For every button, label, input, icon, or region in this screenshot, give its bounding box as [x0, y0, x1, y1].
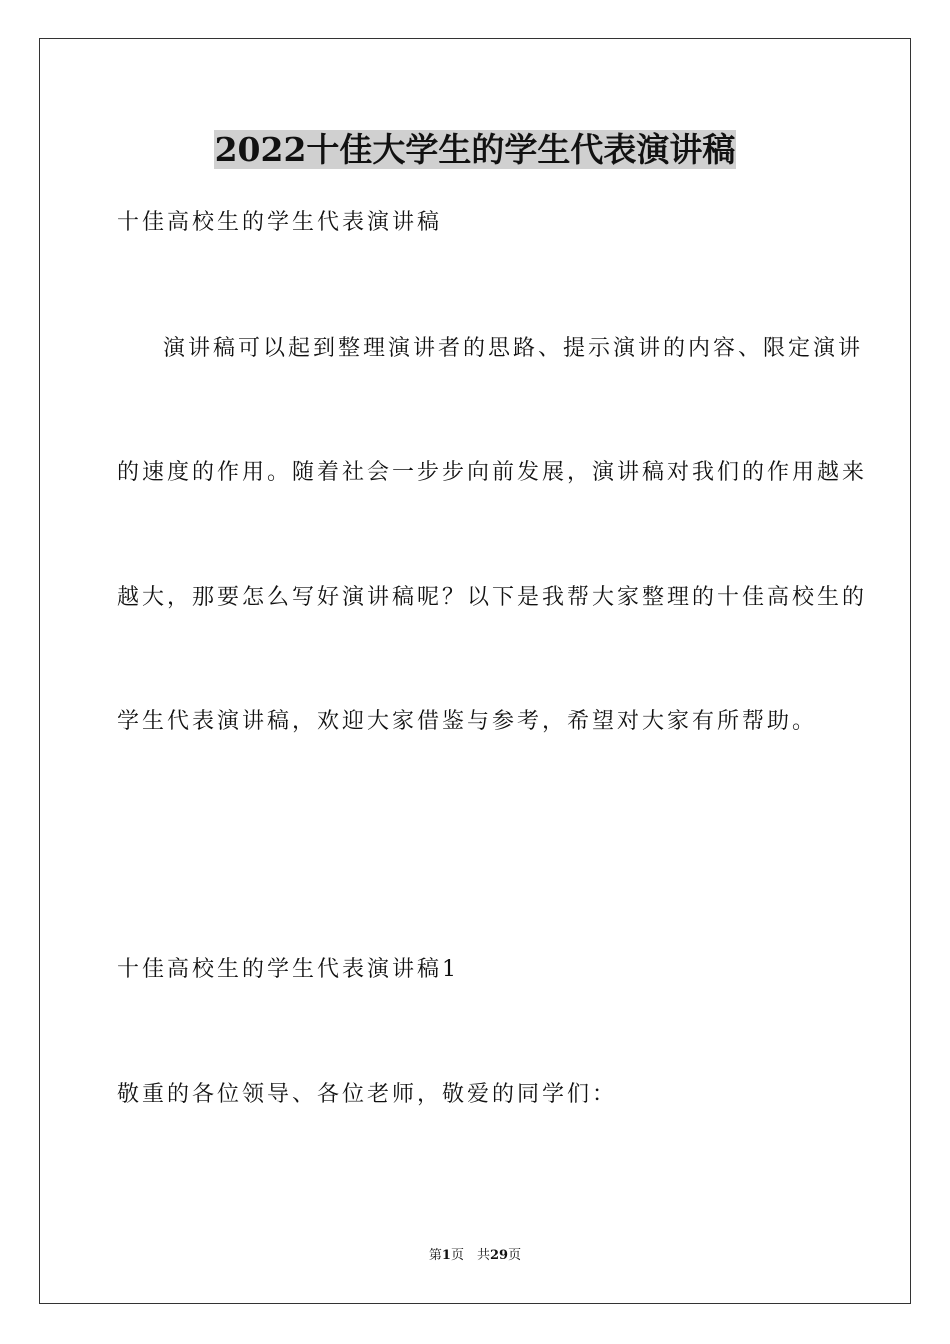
footer-page-total: 29	[489, 1248, 509, 1263]
document-title	[0, 126, 950, 174]
paragraph-line-4: 学生代表演讲稿，欢迎大家借鉴与参考，希望对大家有所帮助。	[117, 709, 818, 734]
footer-page-middle: 页 共	[450, 1248, 490, 1263]
footer-page-suffix: 页	[508, 1248, 522, 1263]
footer-page-prefix: 第	[428, 1248, 442, 1263]
page-footer	[0, 1246, 950, 1266]
section-heading: 十佳高校生的学生代表演讲稿1	[117, 957, 459, 982]
paragraph-line-2: 的速度的作用。随着社会一步步向前发展，演讲稿对我们的作用越来	[117, 460, 868, 485]
footer-page-current: 1	[441, 1248, 451, 1263]
paragraph-line-3: 越大，那要怎么写好演讲稿呢？以下是我帮大家整理的十佳高校生的	[117, 585, 868, 610]
document-title-text: 2022十佳大学生的学生代表演讲稿	[214, 130, 736, 169]
paragraph-line-1: 演讲稿可以起到整理演讲者的思路、提示演讲的内容、限定演讲	[163, 336, 864, 361]
document-subtitle: 十佳高校生的学生代表演讲稿	[117, 210, 443, 235]
salutation: 敬重的各位领导、各位老师，敬爱的同学们：	[117, 1082, 618, 1107]
